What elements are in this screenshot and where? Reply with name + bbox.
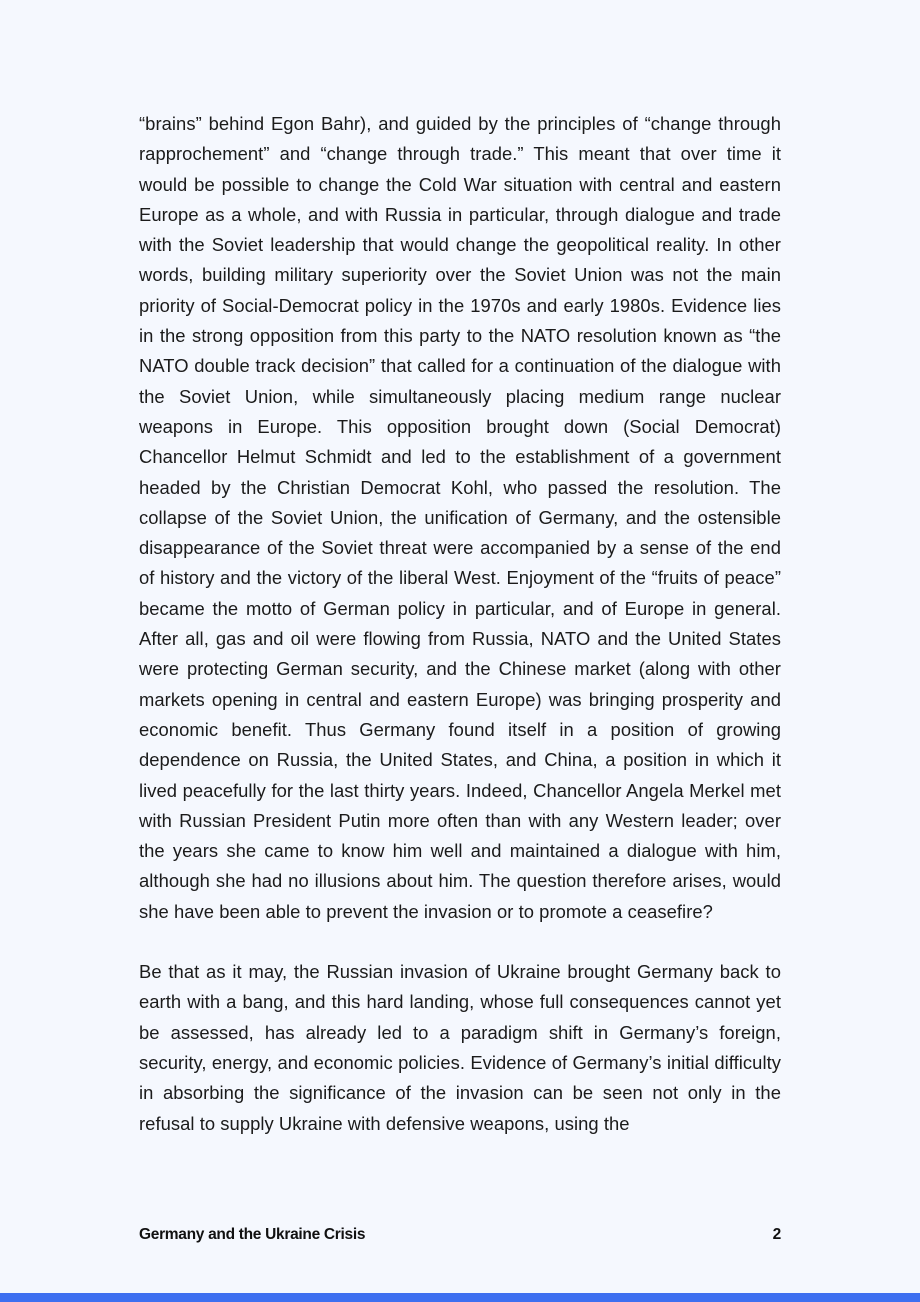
- accent-bar: [0, 1293, 920, 1302]
- footer-page-number: 2: [772, 1226, 781, 1243]
- paragraph-1: “brains” behind Egon Bahr), and guided by the principles of “change through rapprochement” and “change through trade.” This meant that over time it would be possible to change the Cold War situation with central and eastern Europe as a whole, and with Russia in particular, through dialogue and trade with the Soviet leadership that would change the geopolitical reality. In other words, building military superiority over the Soviet Union was not the main priority of Social-Democrat policy in the 1970s and early 1980s. Evidence lies in the strong opposition from this party to the NATO resolution known as “the NATO double track decision” that called for a continuation of the dialogue with the Soviet Union, while simultaneously placing medium range nuclear weapons in Europe. This opposition brought down (Social Democrat) Chancellor Helmut Schmidt and led to the establishment of a government headed by the Christian Democrat Kohl, who passed the resolution. The collapse of the Soviet Union, the unification of Germany, and the ostensible disappearance of the Soviet threat were accompanied by a sense of the end of history and the victory of the liberal West. Enjoyment of the “fruits of peace” became the motto of German policy in particular, and of Europe in general. After all, gas and oil were flowing from Russia, NATO and the United States were protecting German security, and the Chinese market (along with other markets opening in central and eastern Europe) was bringing prosperity and economic benefit. Thus Germany found itself in a position of growing dependence on Russia, the United States, and China, a position in which it lived peacefully for the last thirty years. Indeed, Chancellor Angela Merkel met with Russian President Putin more often than with any Western leader; over the years she came to know him well and maintained a dialogue with him, although she had no illusions about him. The question therefore arises, would she have been able to prevent the invasion or to promote a ceasefire?: [139, 113, 781, 922]
- page-footer: [139, 1224, 781, 1246]
- footer-document-title: Germany and the Ukraine Crisis: [139, 1226, 366, 1243]
- paragraph-2: Be that as it may, the Russian invasion of Ukraine brought Germany back to earth with a bang, and this hard landing, whose full consequences cannot yet be assessed, has already led to a paradigm shift in Germany’s foreign, security, energy, and economic policies. Evidence of Germany’s initial difficulty in absorbing the significance of the invasion can be seen not only in the refusal to supply Ukraine with defensive weapons, using the: [139, 961, 781, 1134]
- document-body: [139, 109, 781, 1139]
